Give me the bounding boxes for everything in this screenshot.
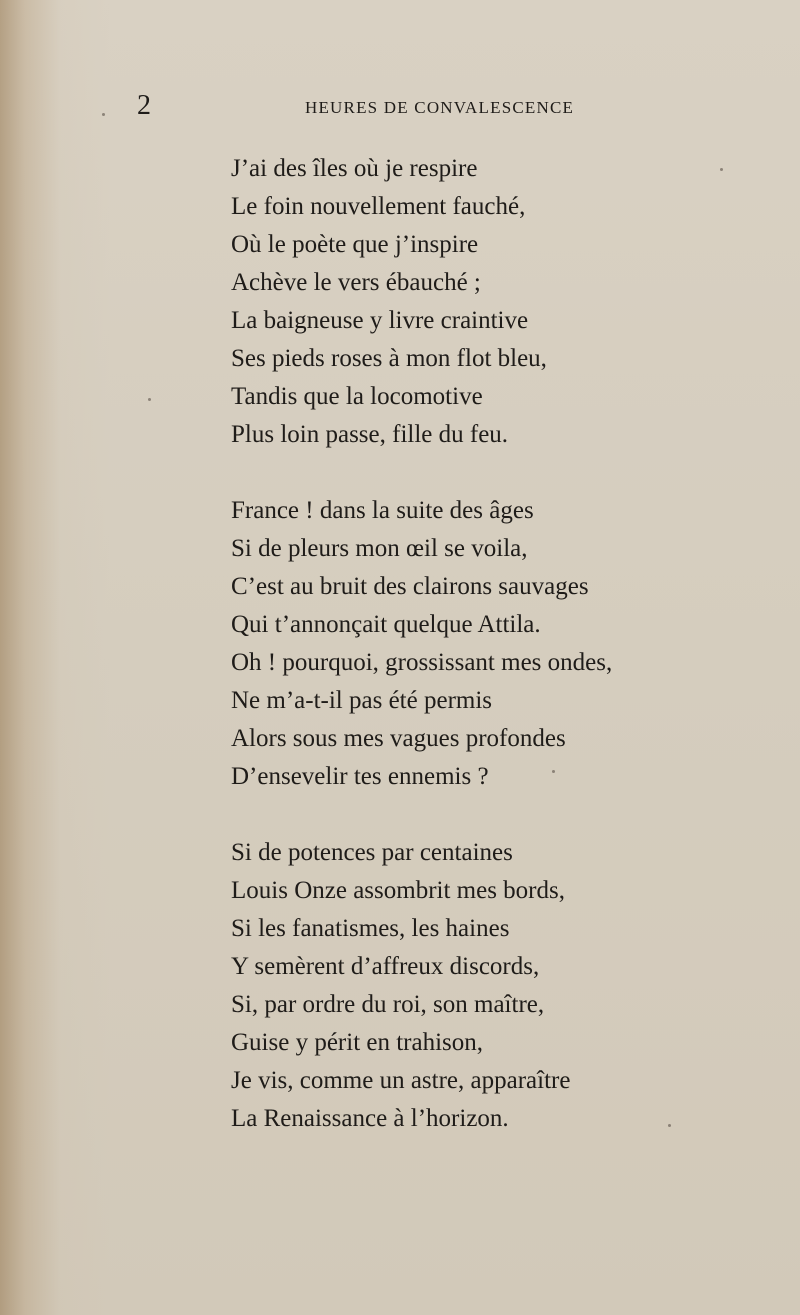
verse-line: Si, par ordre du roi, son maître,: [231, 991, 545, 1018]
verse-line: Guise y périt en trahison,: [231, 1029, 484, 1056]
page-header: [0, 92, 800, 122]
verse-line: Si de pleurs mon œil se voila,: [231, 535, 528, 562]
verse-line: C’est au bruit des clairons sauvages: [231, 573, 589, 600]
verse-line: Je vis, comme un astre, apparaître: [231, 1067, 571, 1094]
verse-line: La Renaissance à l’horizon.: [231, 1105, 509, 1132]
poem-body: [231, 150, 761, 1176]
stanza-2: [231, 492, 761, 796]
verse-line: Où le poète que j’inspire: [231, 231, 479, 258]
verse-line: France ! dans la suite des âges: [231, 497, 534, 524]
page-number: 2: [137, 90, 151, 121]
verse-line: D’ensevelir tes ennemis ?: [231, 763, 489, 790]
verse-line: J’ai des îles où je respire: [231, 155, 478, 182]
verse-line: Si de potences par centaines: [231, 839, 513, 866]
verse-line: Louis Onze assombrit mes bords,: [231, 877, 565, 904]
verse-line: Oh ! pourquoi, grossissant mes ondes,: [231, 649, 613, 676]
verse-line: Tandis que la locomotive: [231, 383, 483, 410]
verse-line: Alors sous mes vagues profondes: [231, 725, 566, 752]
running-title: HEURES DE CONVALESCENCE: [305, 98, 575, 117]
verse-line: Ses pieds roses à mon flot bleu,: [231, 345, 547, 372]
verse-line: La baigneuse y livre craintive: [231, 307, 529, 334]
verse-line: Plus loin passe, fille du feu.: [231, 421, 509, 448]
verse-line: Ne m’a-t-il pas été permis: [231, 687, 493, 714]
verse-line: Si les fanatismes, les haines: [231, 915, 510, 942]
verse-line: Y semèrent d’affreux discords,: [231, 953, 540, 980]
stanza-1: [231, 150, 761, 454]
stanza-3: [231, 834, 761, 1138]
verse-line: Achève le vers ébauché ;: [231, 269, 481, 296]
verse-line: Le foin nouvellement fauché,: [231, 193, 526, 220]
paper-speck: [148, 398, 151, 401]
verse-line: Qui t’annonçait quelque Attila.: [231, 611, 541, 638]
